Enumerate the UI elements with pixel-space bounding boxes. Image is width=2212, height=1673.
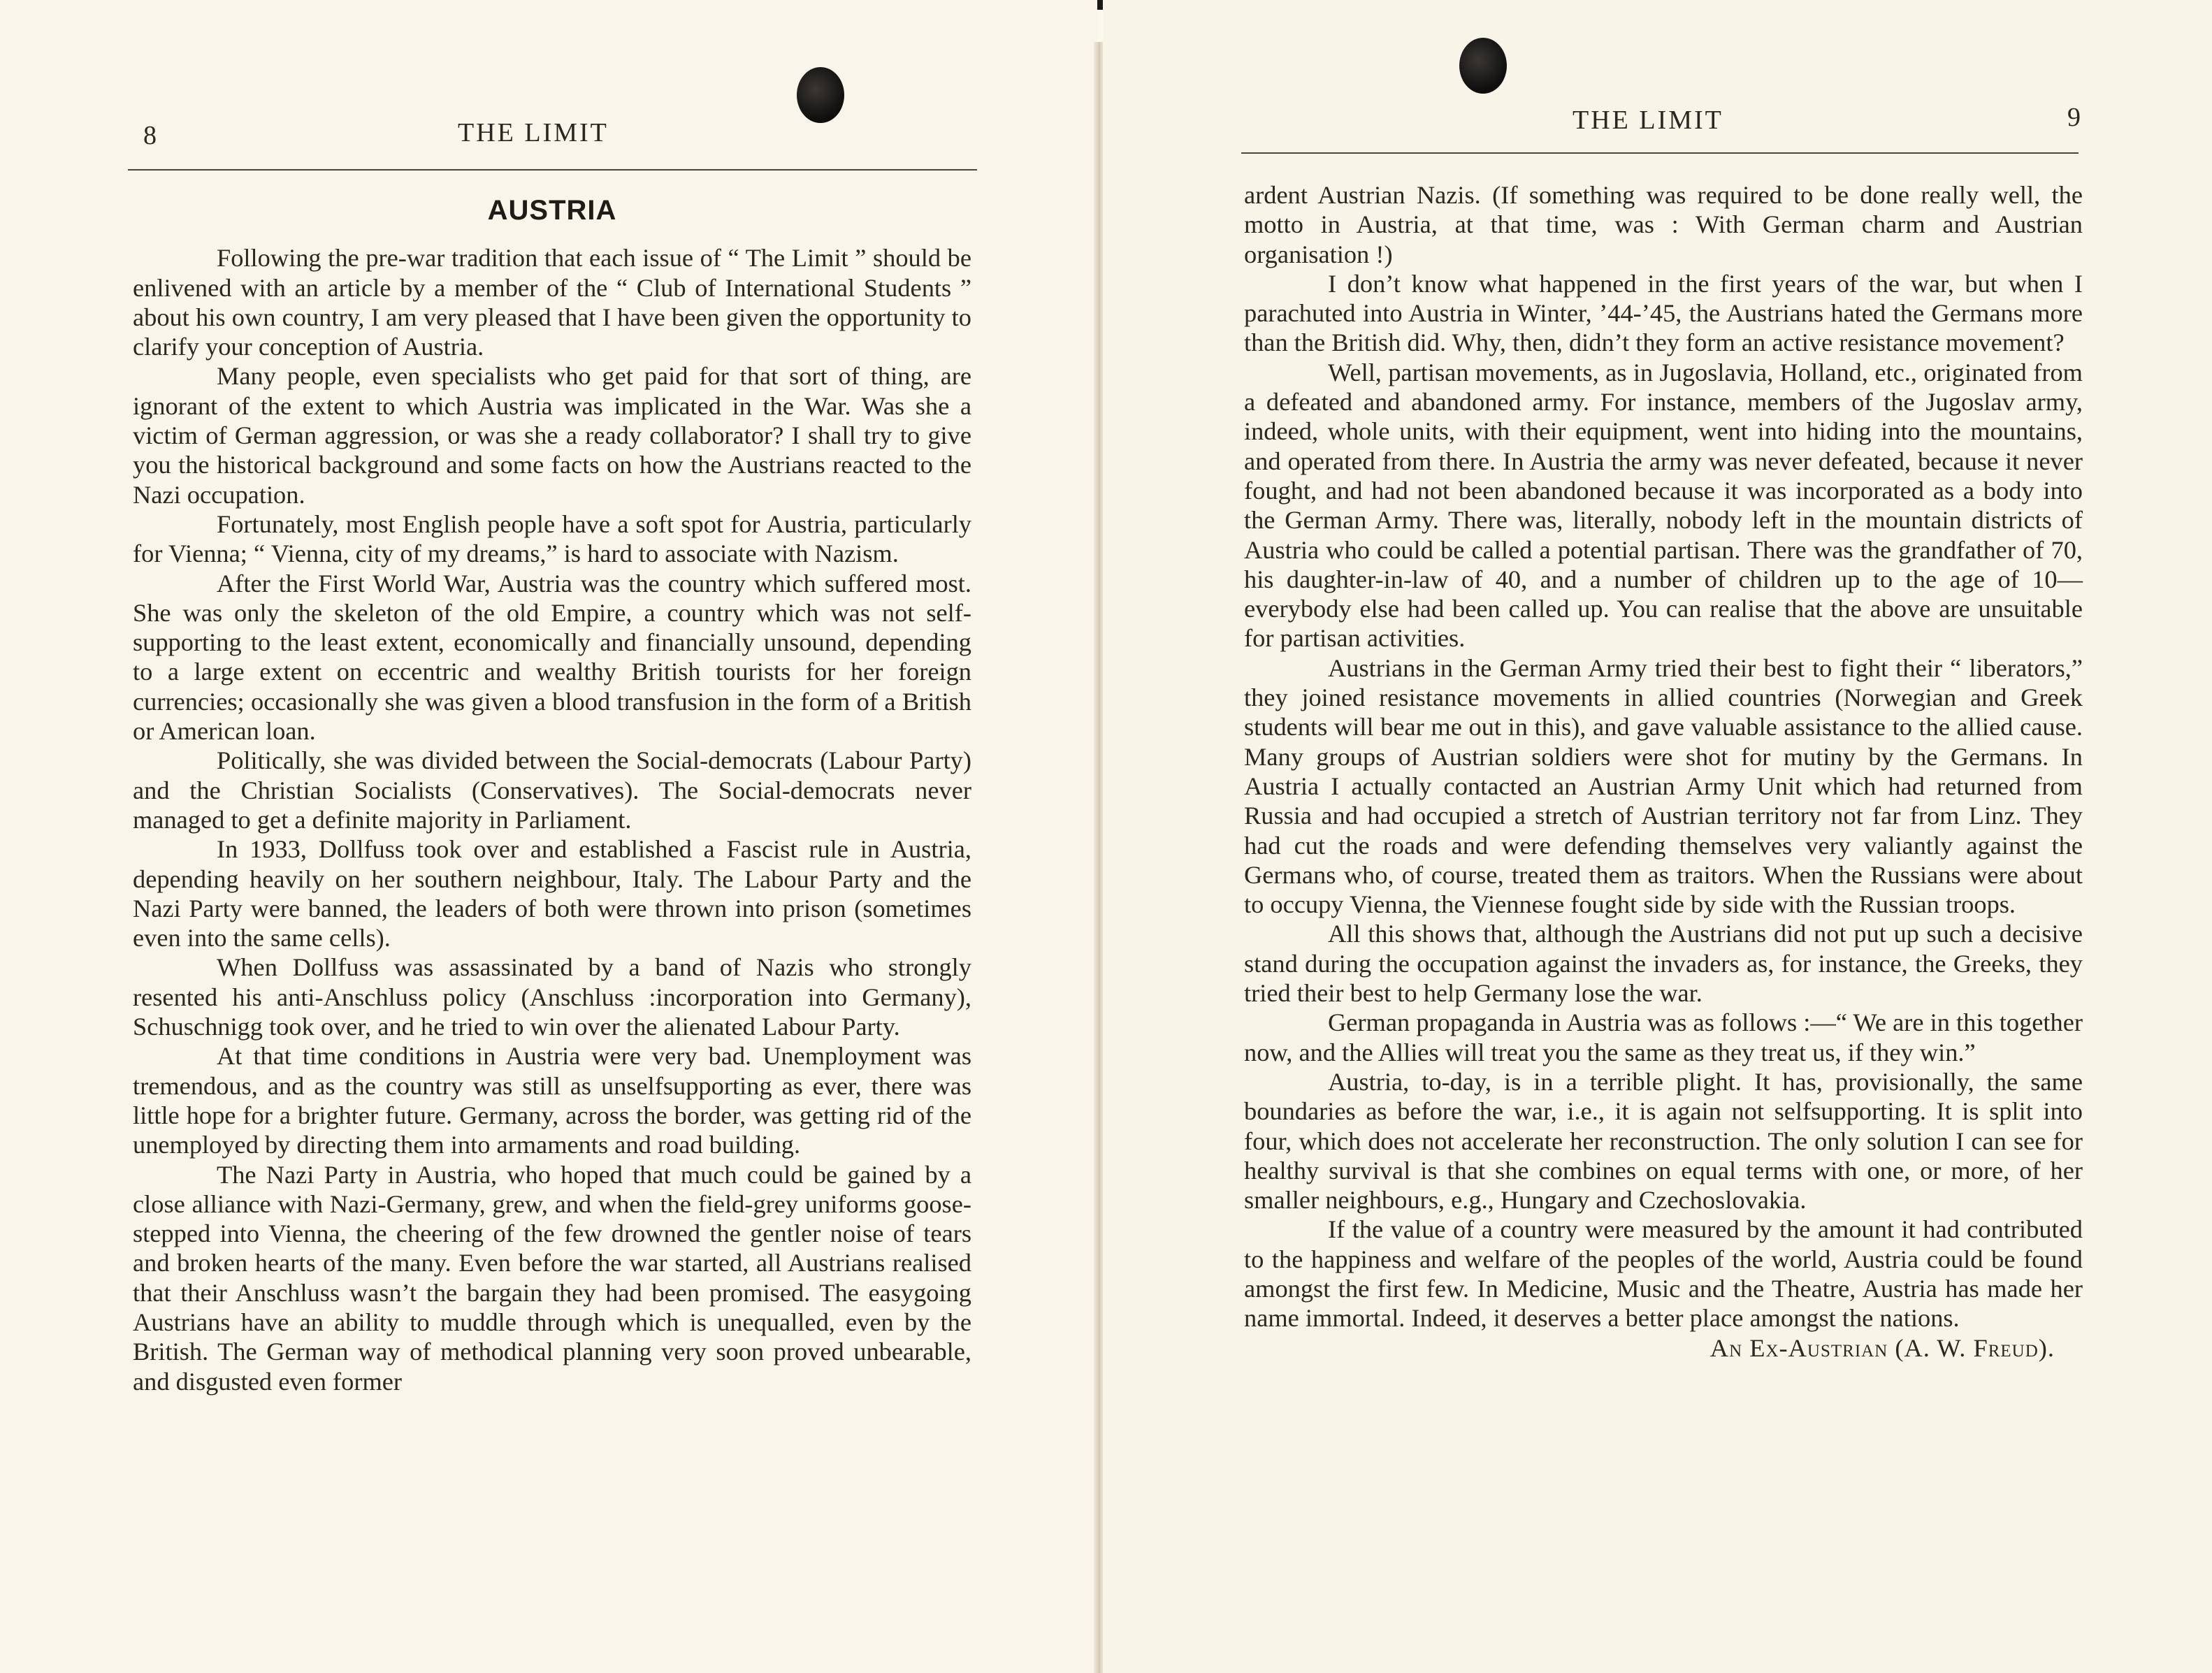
page-number-right: 9	[2067, 103, 2083, 132]
paragraph: All this shows that, although the Austrians did not put up such a decisive stand during the occupation against the invaders as, for instance, the Greeks, they tried their best to help Germany lose the war.	[1244, 920, 2083, 1008]
header-rule-left	[128, 169, 977, 171]
paragraph: I don’t know what happened in the first years of the war, but when I parachuted into Austria in Winter, ’44-’45, the Austrians hated the Germans more than the British did. Why, then, didn’t they form an active resistance movement?	[1244, 269, 2083, 357]
author-signature: An Ex-Austrian (A. W. Freud).	[1709, 1333, 2055, 1362]
running-title-left: THE LIMIT	[458, 118, 609, 147]
running-title-right: THE LIMIT	[1573, 106, 1723, 135]
paragraph: In 1933, Dollfuss took over and established a Fascist rule in Austria, depending heavily on her southern neighbour, Italy. The Labour Party and the Nazi Party were banned, the leaders of both were thrown into prison (sometimes even into the same cells).	[133, 835, 971, 953]
right-page	[1103, 0, 2212, 1673]
paragraph: Following the pre-war tradition that each issue of “ The Limit ” should be enlivened with an article by a member of the “ Club of International Students ” about his own country, I am very pleased that I have been given the opportunity to clarify your conception of Austria.	[133, 244, 971, 361]
paragraph: Austria, to-day, is in a terrible plight. It has, provisionally, the same boundaries as before the war, i.e., it is again not selfsupporting. It is split into four, which does not accelerate her reconstruction. The only solution I can see for healthy survival is that she combines on equal terms with one, or more, of her smaller neighbours, e.g., Hungary and Czechoslovakia.	[1244, 1067, 2083, 1215]
paragraph: Well, partisan movements, as in Jugoslavia, Holland, etc., originated from a defeated and abandoned army. For instance, members of the Jugoslav army, indeed, whole units, with their equipment, went into hiding into the mountains, and operated from there. In Austria the army was never defeated, because it never fought, and had not been abandoned because it was incorporated as a body into the German Army. There was, literally, nobody left in the mountain districts of Austria who could be called a potential partisan. There was the grandfather of 70, his daughter-in-law of 40, and a number of children up to the age of 10—everybody else had been called up. You can realise that the above are unsuitable for partisan activities.	[1244, 358, 2083, 653]
paragraph: Fortunately, most English people have a soft spot for Austria, particularly for Vienna; “ Vienna, city of my dreams,” is hard to associate with Nazism.	[133, 509, 971, 568]
continuation-paragraph: ardent Austrian Nazis. (If something was required to be done really well, the motto in Austria, at that time, was : With German charm and Austrian organisation !)	[1244, 181, 2083, 268]
paragraph: The Nazi Party in Austria, who hoped that much could be gained by a close alliance with Nazi-Germany, grew, and when the field-grey uniforms goose-stepped into Vienna, the cheering of the few drowned the gentler noise of tears and broken hearts of the many. Even before the war started, all Austrians realised that their Anschluss wasn’t the bargain they had been promised. The easygoing Austrians have an ability to muddle through which is unequalled, even by the British. The German way of methodical planning very soon proved unbearable, and disgusted even former	[133, 1160, 971, 1396]
page-number-left: 8	[143, 121, 159, 150]
paragraph: When Dollfuss was assassinated by a band of Nazis who strongly resented his anti-Anschluss policy (Anschluss :incorporation into Germany), Schuschnigg took over, and he tried to win over the alienated Labour Party.	[133, 953, 971, 1041]
left-page-body	[133, 196, 971, 1396]
left-page	[0, 0, 1097, 1673]
paragraph: Politically, she was divided between the Social-democrats (Labour Party) and the Christian Socialists (Conservatives). The Social-democrats never managed to get a definite majority in Parliament.	[133, 746, 971, 834]
paragraph: If the value of a country were measured by the amount it had contributed to the happiness and welfare of the peoples of the world, Austria could be found amongst the first few. In Medicine, Music and the Theatre, Austria has made her name immortal. Indeed, it deserves a better place amongst the nations.	[1244, 1215, 2083, 1333]
right-page-header	[1103, 99, 2212, 141]
left-page-header	[0, 112, 1097, 154]
paragraph: German propaganda in Austria was as follows :—“ We are in this together now, and the Allies will treat you the same as they treat us, if they win.”	[1244, 1008, 2083, 1066]
header-rule-right	[1241, 152, 2079, 154]
paragraph: Many people, even specialists who get paid for that sort of thing, are ignorant of the extent to which Austria was implicated in the War. Was she a victim of German aggression, or was she a ready collaborator? I shall try to give you the historical background and some facts on how the Austrians reacted to the Nazi occupation.	[133, 362, 971, 509]
paragraph: After the First World War, Austria was the country which suffered most. She was only the skeleton of the old Empire, a country which was not self-supporting to the least extent, economically and financially unsound, depending to a large extent on eccentric and wealthy British tourists for her foreign currencies; occasionally she was given a blood transfusion in the form of a British or American loan.	[133, 569, 971, 746]
punch-hole-right	[1459, 38, 1507, 94]
right-page-body	[1244, 180, 2083, 1363]
paragraph: Austrians in the German Army tried their best to fight their “ liberators,” they joined resistance movements in allied countries (Norwegian and Greek students will bear me out in this), and gave valuable assistance to the allied cause. Many groups of Austrian soldiers were shot for mutiny by the Germans. In Austria I actually contacted an Austrian Army Unit which had returned from Russia and had occupied a stretch of Austrian territory not far from Linz. They had cut the roads and were defending themselves very valiantly against the Germans who, of course, treated them as traitors. When the Russians were about to occupy Vienna, the Viennese fought side by side with the Russian troops.	[1244, 653, 2083, 919]
paragraph: At that time conditions in Austria were very bad. Unemployment was tremendous, and as the country was still as unselfsupporting as ever, there was little hope for a brighter future. Germany, across the border, was getting rid of the unemployed by directing them into armaments and road building.	[133, 1042, 971, 1159]
article-heading: AUSTRIA	[487, 195, 617, 226]
